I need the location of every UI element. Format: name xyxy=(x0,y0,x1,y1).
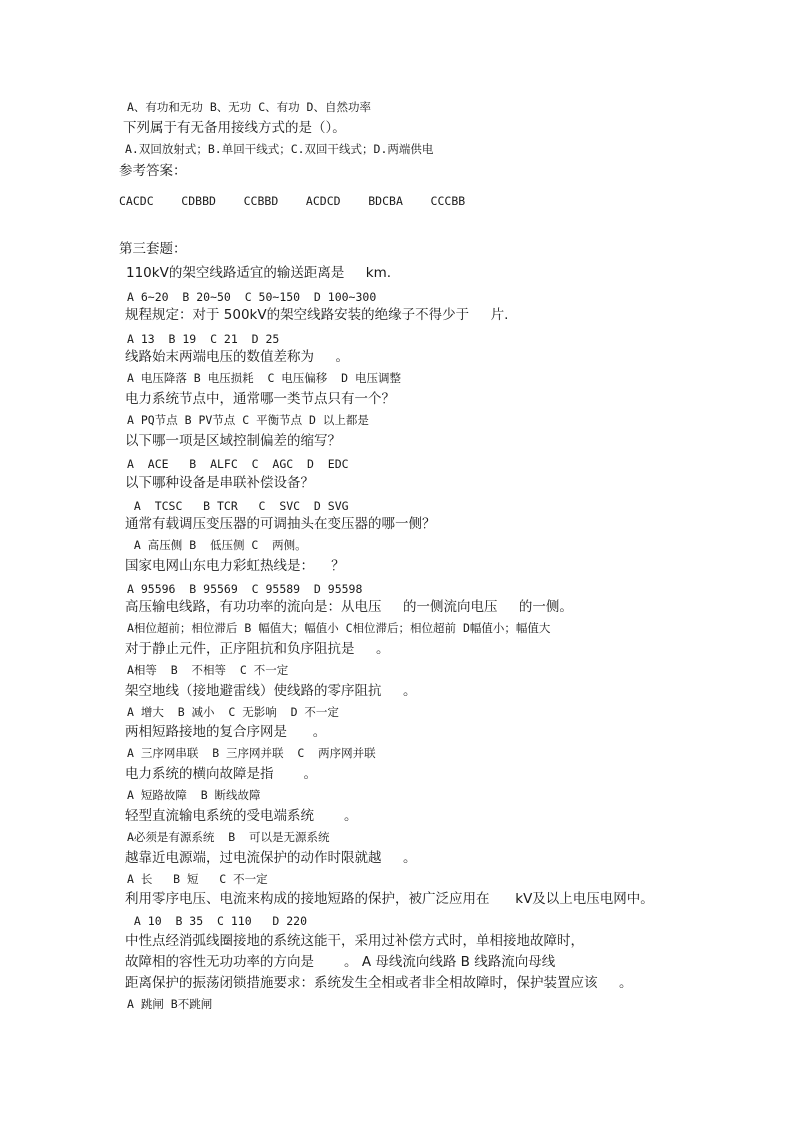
answer-options: A 短路故障 B 断线故障 xyxy=(127,788,261,802)
answer-options: A 增大 B 减小 C 无影响 D 不一定 xyxy=(127,705,339,719)
question-text: 以下哪一项是区域控制偏差的缩写？ xyxy=(125,433,341,449)
question-text: 对于静止元件，正序阻抗和负序阻抗是 。 xyxy=(125,641,390,657)
question-text: 电力系统节点中，通常哪一类节点只有一个？ xyxy=(125,391,395,407)
section-heading: 第三套题： xyxy=(119,241,187,257)
question-text: 故障相的容性无功功率的方向是 。 A 母线流向线路 B 线路流向母线 xyxy=(125,954,556,970)
question-text: 国家电网山东电力彩虹热线是： ？ xyxy=(125,558,345,574)
answer-options: A必须是有源系统 B 可以是无源系统 xyxy=(127,830,330,844)
question-text: 线路始末两端电压的数值差称为 。 xyxy=(125,349,349,365)
text-line: A.双回放射式；B.单回干线式；C.双回干线式；D.两端供电 xyxy=(125,142,434,156)
text-line: 下列属于有无备用接线方式的是（）。 xyxy=(123,120,346,136)
question-text: 越靠近电源端，过电流保护的动作时限就越 。 xyxy=(125,850,417,866)
answer-options: A 跳闸 B不跳闸 xyxy=(127,997,213,1011)
answer-options: A 电压降落 B 电压损耗 C 电压偏移 D 电压调整 xyxy=(127,371,402,385)
text-line: CACDC CDBBD CCBBD ACDCD BDCBA CCCBB xyxy=(119,194,466,208)
question-text: 利用零序电压、电流来构成的接地短路的保护，被广泛应用在 kV及以上电压电网中。 xyxy=(125,891,654,907)
answer-options: A 高压侧 B 低压侧 C 两侧。 xyxy=(127,538,307,552)
answer-options: A 三序网串联 B 三序网并联 C 两序网并联 xyxy=(127,746,376,760)
question-text: 轻型直流输电系统的受电端系统 。 xyxy=(125,808,358,824)
answer-options: A相位超前；相位滞后 B 幅值大；幅值小 C相位滞后；相位超前 D幅值小；幅值大 xyxy=(127,621,551,635)
answer-options: A TCSC B TCR C SVC D SVG xyxy=(127,499,349,513)
answer-options: A ACE B ALFC C AGC D EDC xyxy=(127,457,349,471)
question-text: 中性点经消弧线圈接地的系统这能干，采用过补偿方式时，单相接地故障时， xyxy=(125,933,584,949)
question-text: 电力系统的横向故障是指 。 xyxy=(125,766,318,782)
text-line: A、有功和无功 B、无功 C、有功 D、自然功率 xyxy=(127,100,371,114)
answer-options: A 95596 B 95569 C 95589 D 95598 xyxy=(127,582,363,596)
answer-options: A 10 B 35 C 110 D 220 xyxy=(127,914,308,928)
question-text: 110kV的架空线路适宜的输送距离是 km. xyxy=(126,265,392,281)
question-text: 规程规定：对于 500kV的架空线路安装的绝缘子不得少于 片. xyxy=(125,307,509,323)
question-text: 通常有载调压变压器的可调抽头在变压器的哪一侧？ xyxy=(125,516,436,532)
answer-options: A PQ节点 B PV节点 C 平衡节点 D 以上都是 xyxy=(127,413,369,427)
question-text: 两相短路接地的复合序网是 。 xyxy=(125,724,327,740)
answer-options: A 6~20 B 20~50 C 50~150 D 100~300 xyxy=(127,290,377,304)
question-text: 以下哪种设备是串联补偿设备？ xyxy=(125,475,314,491)
answer-options: A相等 B 不相等 C 不一定 xyxy=(127,663,289,677)
answer-options: A 13 B 19 C 21 D 25 xyxy=(127,332,280,346)
text-line: 参考答案： xyxy=(119,163,187,179)
answer-options: A 长 B 短 C 不一定 xyxy=(127,872,268,886)
question-text: 架空地线（接地避雷线）使线路的零序阻抗 。 xyxy=(125,683,417,699)
question-text: 距离保护的振荡闭锁措施要求：系统发生全相或者非全相故障时，保护装置应该 。 xyxy=(125,975,633,991)
question-text: 高压输电线路，有功功率的流向是：从电压 的一侧流向电压 的一侧。 xyxy=(125,599,573,615)
